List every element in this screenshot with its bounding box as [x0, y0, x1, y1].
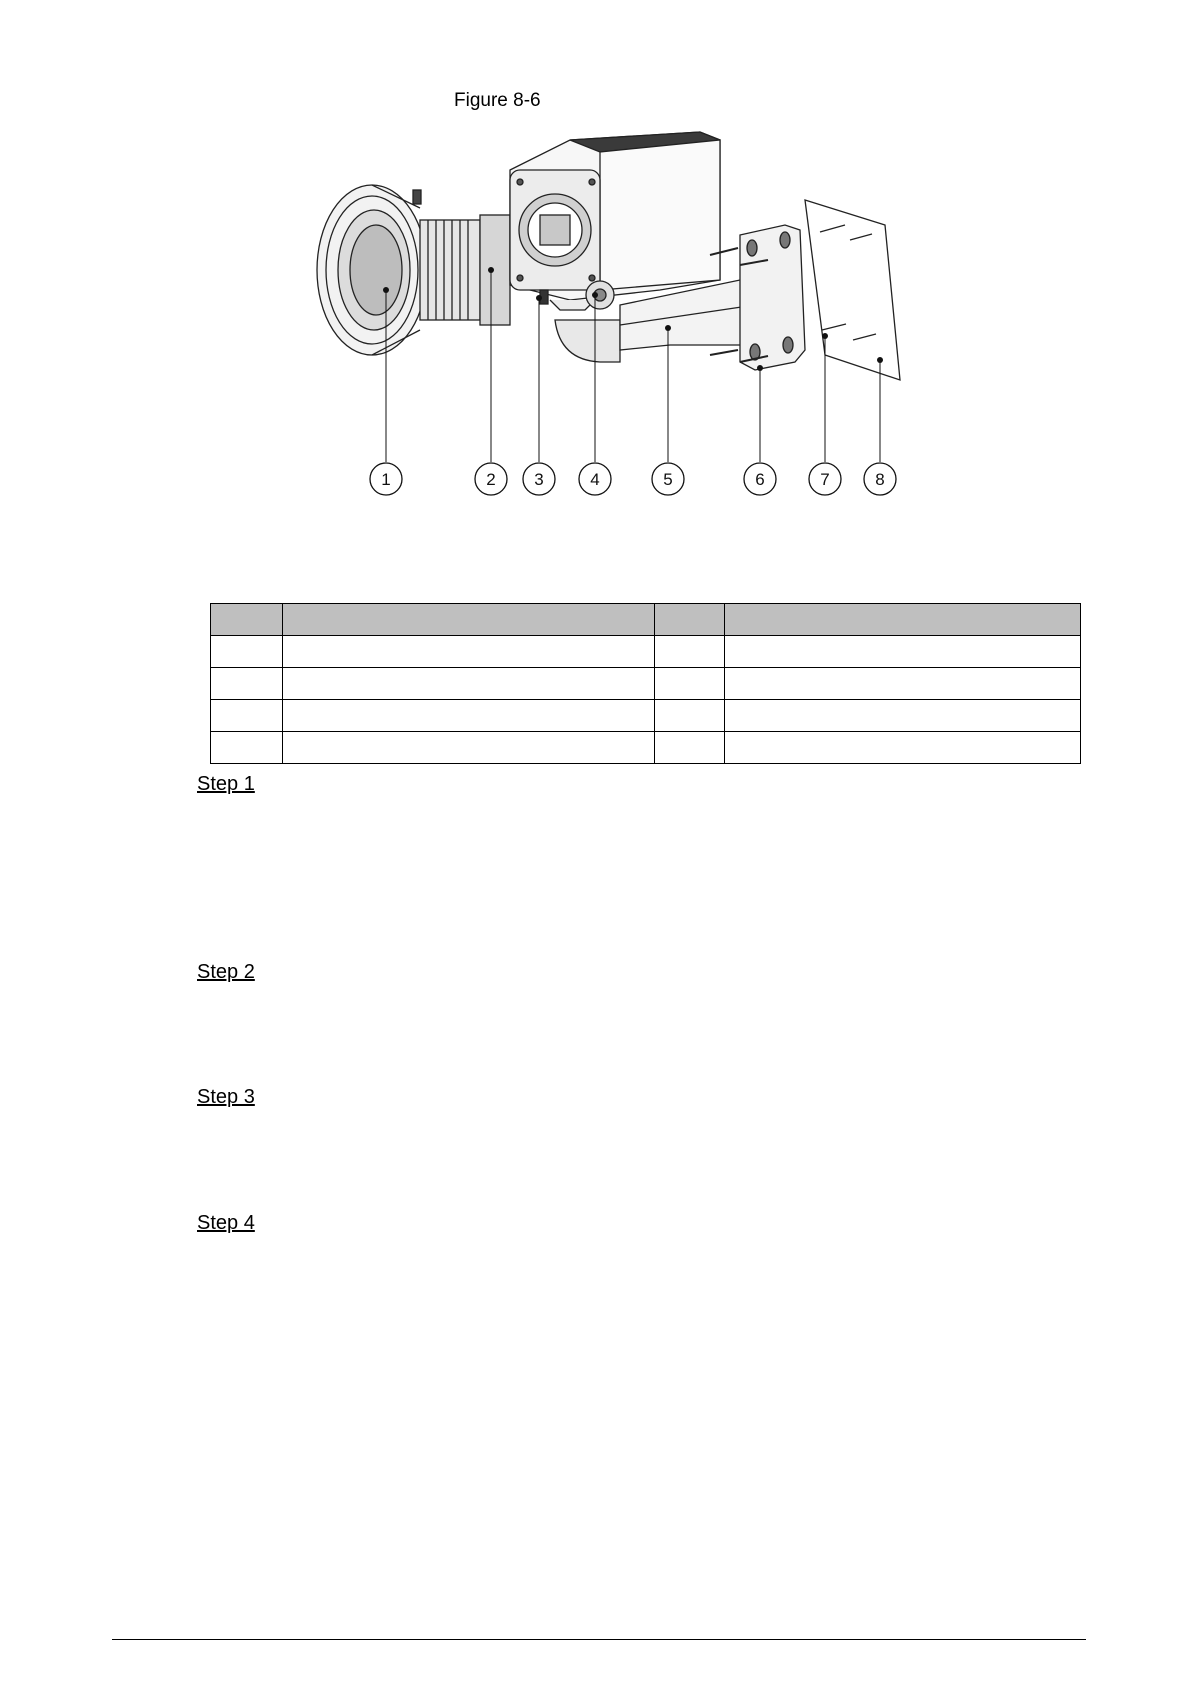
- callout-1: 1: [381, 470, 391, 489]
- table-row: [211, 732, 1081, 764]
- callout-6: 6: [755, 470, 765, 489]
- lens-hood-illustration: [317, 185, 427, 355]
- callout-7: 7: [820, 470, 830, 489]
- parts-table: [210, 603, 1081, 764]
- table-cell: [655, 732, 725, 764]
- camera-bracket-diagram: [300, 130, 1000, 545]
- callout-8: 8: [875, 470, 885, 489]
- table-cell: [283, 668, 655, 700]
- wall-panel-illustration: [805, 200, 900, 380]
- table-cell: [725, 732, 1081, 764]
- table-cell: [725, 636, 1081, 668]
- table-cell: [725, 668, 1081, 700]
- step-4-heading: Step 4: [197, 1212, 255, 1234]
- footer-rule: [112, 1639, 1086, 1640]
- table-header-cell: [655, 604, 725, 636]
- callout-5: 5: [663, 470, 673, 489]
- table-cell: [211, 636, 283, 668]
- table-cell: [211, 700, 283, 732]
- callout-4: 4: [590, 470, 600, 489]
- table-cell: [283, 636, 655, 668]
- wall-plate-illustration: [740, 225, 805, 370]
- camera-body-illustration: [510, 132, 720, 300]
- table-header-row: [211, 604, 1081, 636]
- table-cell: [211, 668, 283, 700]
- step-2-heading: Step 2: [197, 961, 255, 983]
- callout-3: 3: [534, 470, 544, 489]
- table-cell: [283, 732, 655, 764]
- table-row: [211, 636, 1081, 668]
- table-header-cell: [211, 604, 283, 636]
- table-cell: [655, 700, 725, 732]
- table-row: [211, 668, 1081, 700]
- table-header-cell: [283, 604, 655, 636]
- table-cell: [655, 636, 725, 668]
- table-row: [211, 700, 1081, 732]
- table-cell: [283, 700, 655, 732]
- step-1-heading: Step 1: [197, 773, 255, 795]
- table-cell: [211, 732, 283, 764]
- table-cell: [725, 700, 1081, 732]
- figure-caption: Figure 8-6: [454, 90, 541, 111]
- table-header-cell: [725, 604, 1081, 636]
- table-cell: [655, 668, 725, 700]
- callout-2: 2: [486, 470, 496, 489]
- lens-barrel-illustration: [413, 190, 510, 325]
- step-3-heading: Step 3: [197, 1086, 255, 1108]
